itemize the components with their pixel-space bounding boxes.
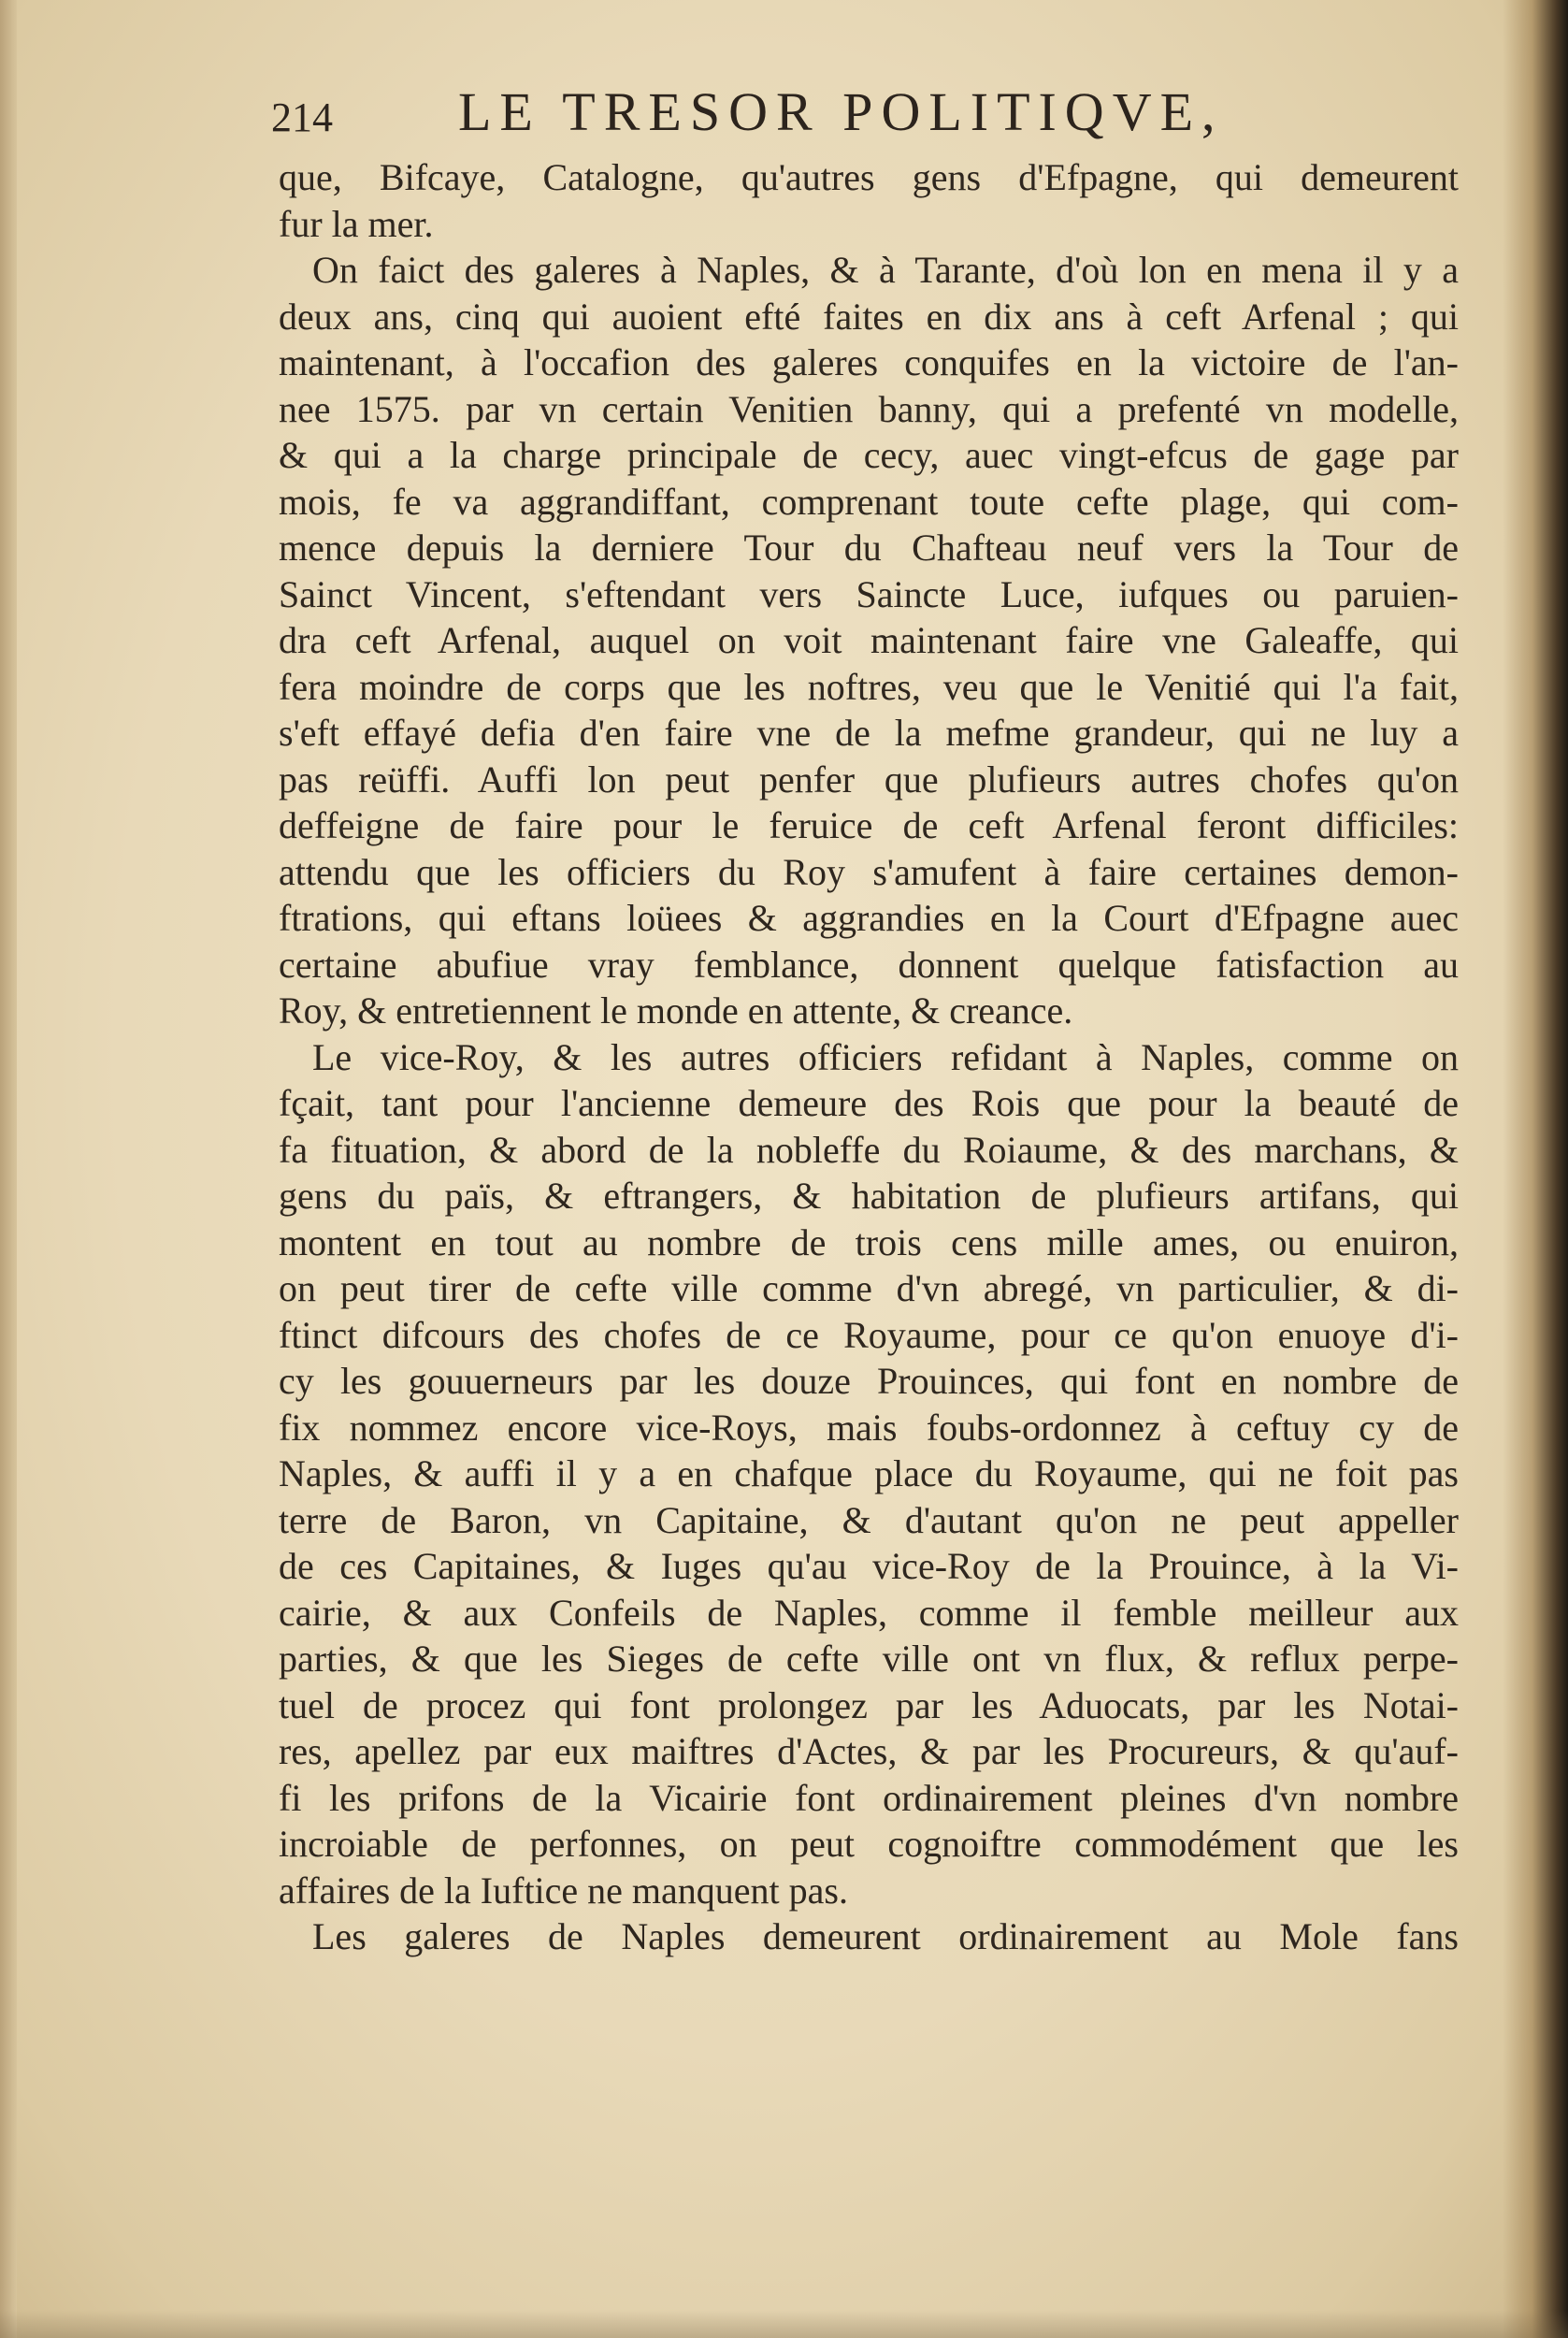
text-line: fur la mer. — [279, 202, 434, 245]
text-line: tuel de procez qui font prolongez par les Aduocats, par les Notai- — [279, 1683, 1459, 1726]
text-line: fçait, tant pour l'ancienne demeure des Rois que pour la beauté de — [279, 1082, 1459, 1124]
text-line: maintenant, à l'occafion des galeres conquifes en la victoire de l'an- — [279, 341, 1459, 383]
text-line: on peut tirer de cefte ville comme d'vn abregé, vn particulier, & di- — [279, 1267, 1459, 1309]
text-line: Sainct Vincent, s'eftendant vers Saincte Luce, iufques ou paruien- — [279, 572, 1459, 615]
text-line: de ces Capitaines, & Iuges qu'au vice-Roy de la Prouince, à la Vi- — [279, 1545, 1459, 1587]
text-line: mois, fe va aggrandiffant, comprenant toute cefte plage, qui com- — [279, 480, 1459, 523]
text-line: & qui a la charge principale de cecy, auec vingt-efcus de gage par — [279, 434, 1459, 476]
text-line: Roy, & entretiennent le monde en attente, & creance. — [279, 989, 1073, 1032]
text-line: fera moindre de corps que les noftres, veu que le Venitié qui l'a fait, — [279, 665, 1459, 708]
body-text — [279, 154, 1459, 1960]
text-line: ftrations, qui eftans loüees & aggrandies en la Court d'Efpagne auec — [279, 897, 1459, 939]
text-line: parties, & que les Sieges de cefte ville ont vn flux, & reflux perpe- — [279, 1638, 1459, 1680]
text-line: attendu que les officiers du Roy s'amufent à faire certaines demon- — [279, 850, 1459, 893]
text-line: ftinct difcours des chofes de ce Royaume, pour ce qu'on enuoye d'i- — [279, 1313, 1459, 1356]
text-line: incroiable de perfonnes, on peut cognoiftre commodément que les — [279, 1823, 1459, 1865]
text-line: dra ceft Arfenal, auquel on voit maintenant faire vne Galeaffe, qui — [279, 619, 1459, 661]
text-line: Naples, & auffi il y a en chafque place du Royaume, qui ne foit pas — [279, 1452, 1459, 1494]
paragraph-start-line: Les galeres de Naples demeurent ordinairement au Mole fans — [312, 1915, 1459, 1957]
text-line: mence depuis la derniere Tour du Chafteau neuf vers la Tour de — [279, 527, 1459, 569]
running-title: LE TRESOR POLITIQVE, — [458, 81, 1224, 142]
binding-gutter-shadow — [1503, 0, 1568, 2338]
text-line: res, apellez par eux maiftres d'Actes, & par les Procureurs, & qu'auf- — [279, 1730, 1459, 1772]
left-page-edge — [0, 0, 17, 2338]
text-line: deux ans, cinq qui auoient efté faites en dix ans à ceft Arfenal ; qui — [279, 295, 1459, 338]
text-line: certaine abufiue vray femblance, donnent quelque fatisfaction au — [279, 943, 1459, 986]
text-line: terre de Baron, vn Capitaine, & d'autant qu'on ne peut appeller — [279, 1498, 1459, 1541]
text-line: s'eft effayé defia d'en faire vne de la mefme grandeur, qui ne luy a — [279, 712, 1459, 754]
text-line: affaires de la Iuftice ne manquent pas. — [279, 1869, 848, 1912]
text-line: que, Bifcaye, Catalogne, qu'autres gens d'Efpagne, qui demeurent — [279, 156, 1459, 198]
bottom-page-edge — [0, 2310, 1568, 2338]
paragraph-start-line: On faict des galeres à Naples, & à Tarante, d'où lon en mena il y a — [312, 249, 1459, 291]
page-number: 214 — [271, 94, 333, 140]
text-line: pas reüffi. Auffi lon peut penfer que plufieurs autres chofes qu'on — [279, 758, 1459, 801]
text-line: fa fituation, & abord de la nobleffe du Roiaume, & des marchans, & — [279, 1128, 1459, 1171]
paragraph-start-line: Le vice-Roy, & les autres officiers refidant à Naples, comme on — [312, 1035, 1459, 1078]
text-line: nee 1575. par vn certain Venitien banny, qui a prefenté vn modelle, — [279, 387, 1459, 430]
text-line: fi les prifons de la Vicairie font ordinairement pleines d'vn nombre — [279, 1776, 1459, 1819]
text-line: cairie, & aux Confeils de Naples, comme il femble meilleur aux — [279, 1591, 1459, 1634]
text-line: gens du païs, & eftrangers, & habitation de plufieurs artifans, qui — [279, 1175, 1459, 1217]
page-header — [271, 80, 1459, 155]
text-line: deffeigne de faire pour le feruice de ceft Arfenal feront difficiles: — [279, 804, 1459, 846]
text-line: cy les gouuerneurs par les douze Prouinces, qui font en nombre de — [279, 1360, 1459, 1402]
text-line: fix nommez encore vice-Roys, mais foubs-ordonnez à ceftuy cy de — [279, 1406, 1459, 1449]
text-line: montent en tout au nombre de trois cens mille ames, ou enuiron, — [279, 1220, 1459, 1263]
